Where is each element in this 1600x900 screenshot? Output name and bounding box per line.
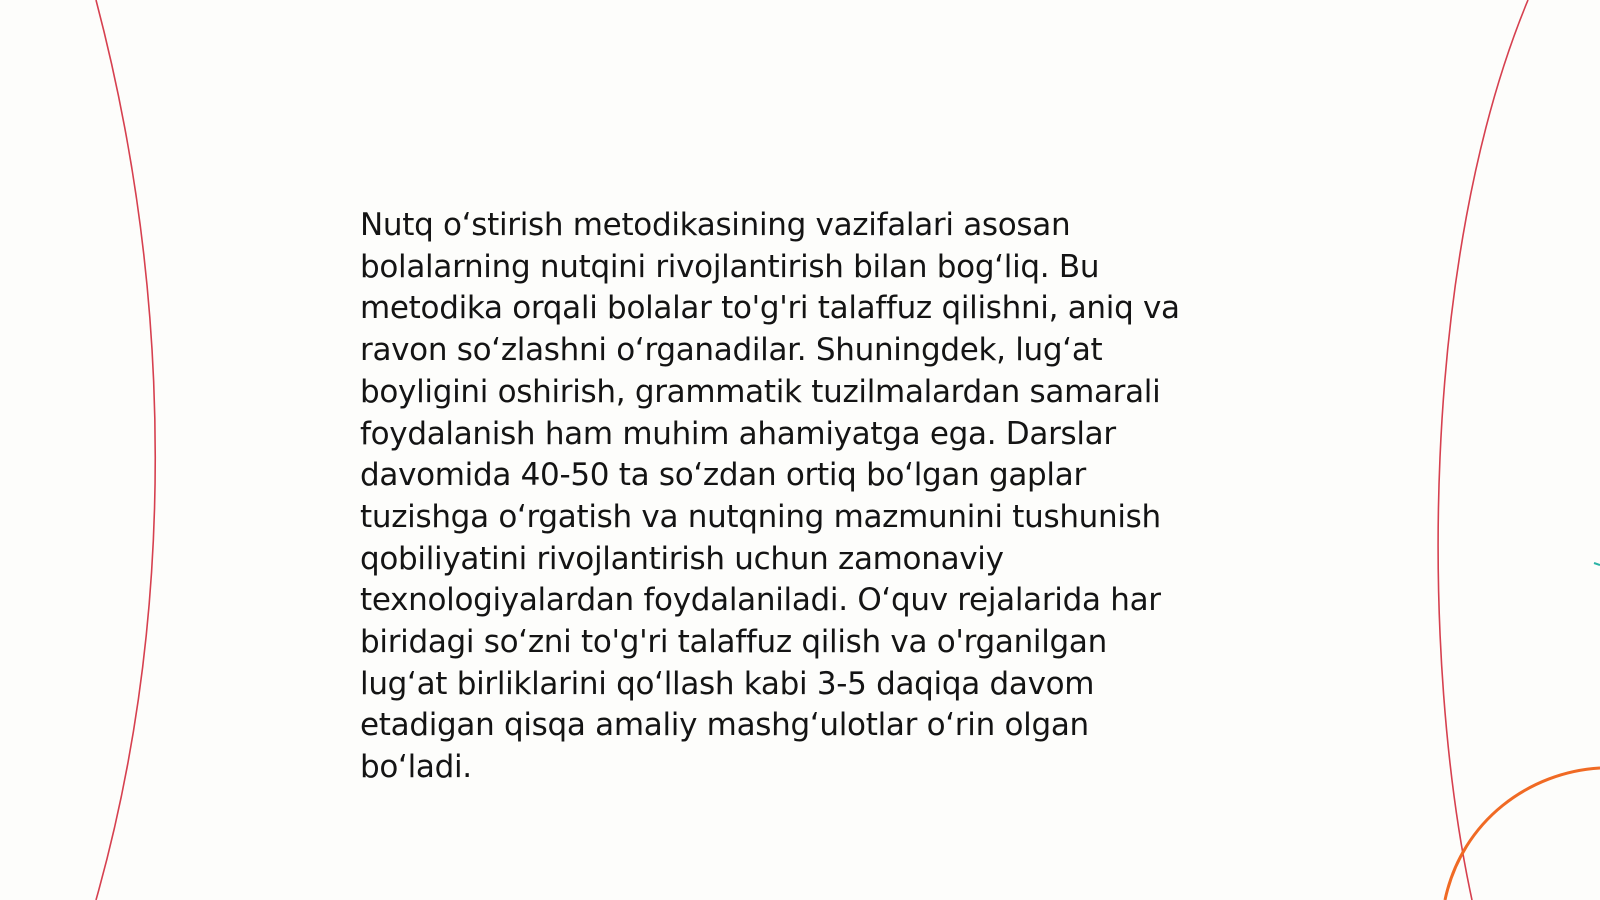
teal-accent-mark [1594, 563, 1600, 565]
body-paragraph: Nutq o‘stirish metodikasining vazifalari asosan bolalarning nutqini rivojlantirish bilan bog‘liq. Bu metodika orqali bolalar to'g'ri talaffuz qilishni, aniq va ravon so‘zlashni o‘rganadilar. Shuningdek, lug‘at boyligini oshirish, grammatik tuzilmalardan samarali foydalanish ham muhim ahamiyatga ega. Darslar davomida 40-50 ta so‘zdan ortiq bo‘lgan gaplar tuzishga o‘rgatish va nutqning mazmunini tushunish qobiliyatini rivojlantirish uchun zamonaviy texnologiyalardan foydalaniladi. O‘quv rejalarida har biridagi so‘zni to'g'ri talaffuz qilish va o'rganilgan lug‘at birliklarini qo‘llash kabi 3-5 daqiqa davom etadigan qisqa amaliy mashg‘ulotlar o‘rin olgan bo‘ladi. [360, 207, 1180, 786]
left-curve-line [96, 0, 155, 900]
right-curve-line [1438, 0, 1528, 900]
